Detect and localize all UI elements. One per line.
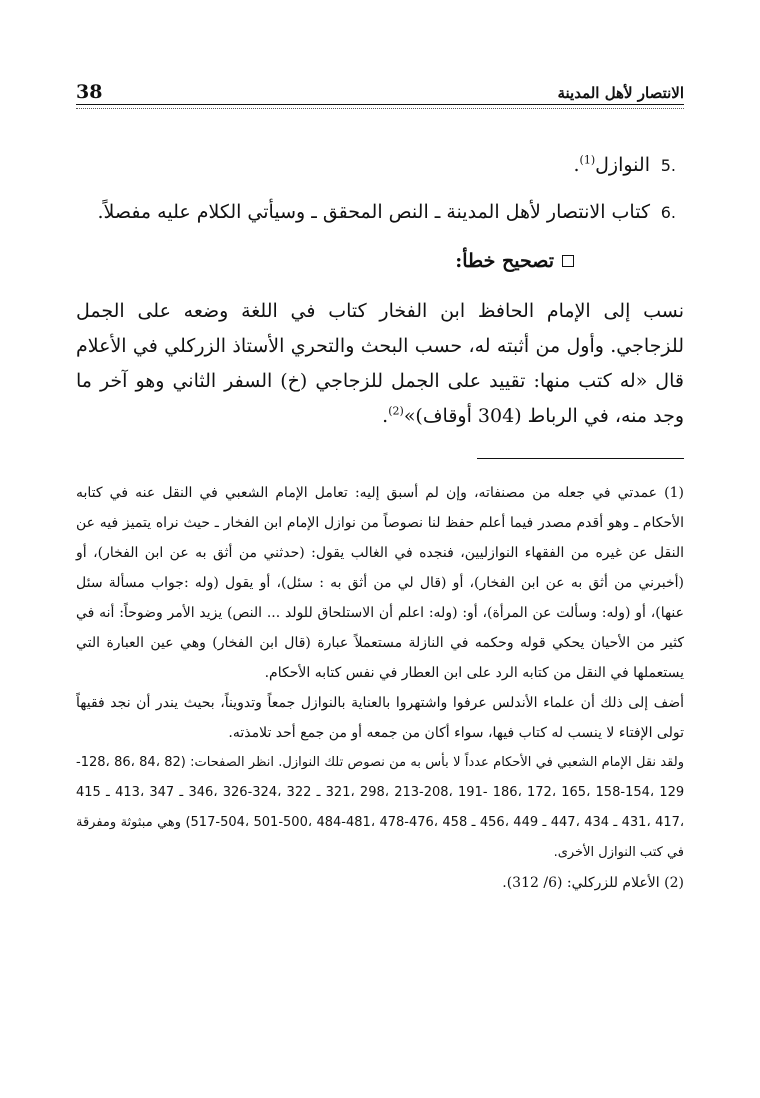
list-item-6 [76,189,684,236]
page-number: 38 [76,81,103,103]
list-item-5 [76,142,684,189]
main-text [76,142,684,434]
section-heading [76,236,684,286]
header-rule-dotted [76,108,684,109]
footnote-2: (2) الأعلام للزركلي: (6/ 312). [502,875,684,891]
paragraph-tail: . [382,405,389,427]
footnote-1-paragraph-1: (1) عمدتي في جعله من مصنفاته، وإن لم أسبق إليه: تعامل الإمام الشعبي في النقل عنه في كتابه الأحكام ـ وهو أقدم مصدر فيما أعلم حفظ لنا نصوصاً من نوازل الإمام ابن الفخار ـ حيث نراه يتميز فيه عن النقل عن غيره من الفقهاء النوازليين، فنجده في الغالب يقول: (حدثني من أثق به عن ابن الفخار)، أو (أخبرني من أثق به عن ابن الفخار)، أو (قال لي من أثق به : سئل)، أو يقول (وله :جواب مسألة سئل عنها)، أو (وله: وسألت عن المرأة)، أو: (وله: اعلم أن الاستلحاق للولد ... النص) يزيد الأمر وضوحاً: أنه في كثير من الأحيان يحكي قوله وحكمه في النازلة مستعملاً عبارة (قال ابن الفخار) وهي عين العبارة التي يستعملها في النقل من كتابه الرد على ابن العطار في نفس كتابه الأحكام. [76,485,684,681]
running-header [76,82,684,104]
header-title: الانتصار لأهل المدينة [557,84,684,102]
section-heading-text: تصحيح خطأ: [455,250,554,272]
footnote-1-paragraph-3: ولقد نقل الإمام الشعبي في الأحكام عدداً لا بأس به من نصوص تلك النوازل. انظر الصفحات: (82 ،84 ،86 ،128-129 ،154-158 ،165 ،172 ،186 -191 ،208-213 ،298 ،321 ـ 322 ،324-326 ،346 ـ 347 ،413 ـ 415 ،417 ،431 ـ 434 ،447 ـ 449 ،456 ـ 458 ،476-478 ،481-484 ،500-501 ،504-517) وهي مبثوثة ومفرقة في كتب النوازل الأخرى. [76,755,685,860]
list-number: .6 [660,203,676,222]
paragraph-text: نسب إلى الإمام الحافظ ابن الفخار كتاب في اللغة وضعه على الجمل للزجاجي. وأول من أثبته له، حسب البحث والتحري الأستاذ الزركلي في الأعلام قال «له كتب منها: تقييد على الجمل للزجاجي (خ) السفر الثاني وهو آخر ما وجد منه، في الرباط (304 أوقاف)» [76,300,684,427]
list-text [573,142,650,188]
header-rule [76,104,684,105]
list-number: .5 [660,156,676,175]
list-item-text: النوازل [595,154,650,176]
footnotes [76,478,684,898]
body-paragraph [76,294,684,434]
footnote-ref: (2) [388,404,404,418]
footnote-separator [477,458,684,459]
list-item-text: كتاب الانتصار لأهل المدينة ـ النص المحقق ـ وسيأتي الكلام عليه مفصلاً. [97,201,650,223]
list-item-tail: . [573,154,580,176]
square-marker-icon [562,255,574,267]
footnote-ref: (1) [579,153,596,167]
footnote-1-paragraph-2: أضف إلى ذلك أن علماء الأندلس عرفوا واشتهروا بالعناية بالنوازل جمعاً وتدويناً، بحيث يندر أن نجد فقيهاً تولى الإفتاء لا ينسب له كتاب فيها، سواء أكان من جمعه أو من جمع أحد تلامذته. [76,695,684,741]
